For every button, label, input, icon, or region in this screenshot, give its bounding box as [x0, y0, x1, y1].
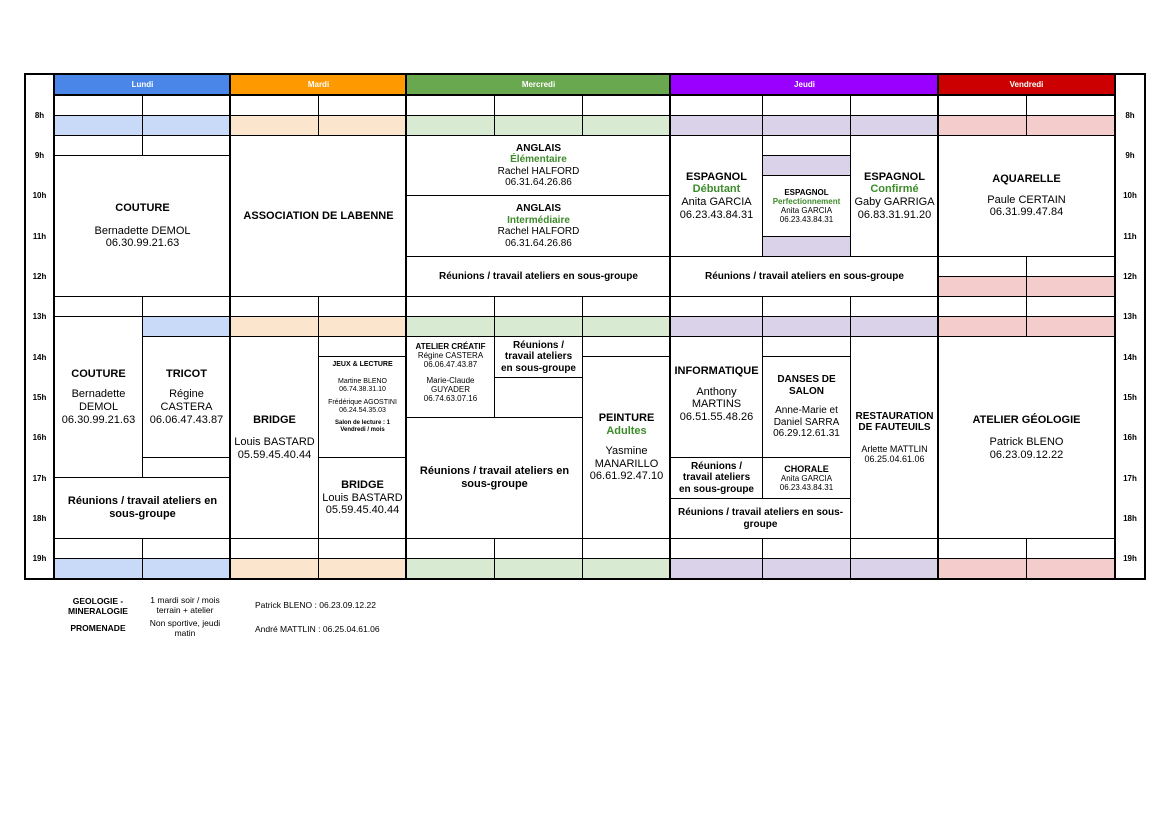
empty-slot [582, 296, 671, 317]
reunions-text: en sous-groupe [678, 483, 754, 495]
hour-label: 15h [1123, 392, 1137, 402]
espagnol-perfectionnement-block [762, 175, 851, 237]
reunions-text: Réunions / travail ateliers en sous- [677, 507, 844, 518]
reunions-text: Réunions / [690, 460, 743, 472]
instructor-name: DEMOL [78, 401, 119, 413]
reunions-text: Réunions / [512, 339, 565, 351]
empty-slot [494, 296, 583, 317]
color-slot [938, 115, 1027, 136]
level-label: Intermédiaire [507, 214, 570, 226]
instructor-name: Paule CERTAIN [987, 193, 1066, 206]
color-slot [670, 316, 763, 337]
couture-morning-block [54, 155, 231, 297]
empty-slot [406, 95, 495, 116]
hour-label: 12h [1123, 271, 1137, 281]
hour-label: 18h [32, 513, 47, 523]
color-slot [406, 316, 495, 337]
day-separator [1114, 73, 1116, 580]
empty-slot [494, 377, 583, 418]
hour-label: 9h [34, 150, 45, 160]
hour-label: 15h [32, 392, 47, 402]
phone-number: 06.30.99.21.63 [61, 413, 136, 426]
danses-salon-block [762, 356, 851, 458]
color-slot [1026, 276, 1115, 297]
hour-label: 13h [1123, 312, 1137, 321]
activity-title: ATELIER CRÉATIF [415, 342, 486, 351]
color-slot [406, 115, 495, 136]
phone-number: 06.06.47.43.87 [423, 360, 478, 370]
hour-label: 9h [1125, 150, 1135, 160]
empty-slot [54, 538, 143, 559]
empty-slot [850, 296, 939, 317]
empty-slot [142, 296, 231, 317]
hour-label: 8h [34, 110, 45, 120]
instructor-name: Yasmine [605, 445, 648, 458]
color-slot [494, 115, 583, 136]
instructor-name: Régine CASTERA [417, 351, 484, 361]
atelier-creatif-block [406, 336, 495, 418]
hour-label: 17h [1123, 473, 1137, 483]
phone-number: 06.23.43.84.31 [679, 208, 754, 221]
hour-label: 14h [32, 352, 47, 362]
activity-title: RESTAURATION [855, 410, 934, 422]
instructor-name: Gaby GARRIGA [854, 196, 935, 208]
empty-slot [494, 538, 583, 559]
empty-slot [318, 296, 407, 317]
activity-title: ANGLAIS [516, 203, 561, 214]
hour-label: 10h [1123, 191, 1137, 200]
level-label: Perfectionnement [772, 196, 841, 206]
phone-number: 06.51.55.48.26 [679, 410, 754, 423]
phone-number: 06.31.99.47.84 [989, 206, 1064, 219]
phone-number: 06.83.31.91.20 [857, 208, 932, 221]
color-slot [850, 558, 939, 579]
instructor-name: MANARILLO [594, 457, 659, 470]
color-slot [762, 316, 851, 337]
hour-label: 8h [1125, 110, 1135, 120]
reunions-text: Réunions / travail ateliers en sous-groupe [439, 270, 638, 282]
empty-slot [142, 538, 231, 559]
legend-contact: André MATTLIN : 06.25.04.61.06 [255, 624, 380, 634]
empty-slot [670, 296, 763, 317]
empty-slot [54, 95, 143, 116]
phone-number: 06.30.99.21.63 [105, 237, 180, 250]
empty-slot [850, 538, 939, 559]
instructor-name: Anita GARCIA [780, 206, 833, 215]
activity-title: ATELIER GÉOLOGIE [972, 413, 1081, 426]
activity-title: CHORALE [784, 463, 829, 474]
color-slot [938, 276, 1027, 297]
empty-slot [142, 457, 231, 478]
instructor-name: GUYADER [431, 384, 470, 394]
instructor-name: Bernadette [71, 388, 126, 401]
phone-number: 06.23.09.12.22 [989, 448, 1064, 461]
reunions-block [670, 256, 939, 297]
reunions-text: sous-groupe [461, 478, 528, 490]
reunions-text: sous-groupe [109, 508, 176, 520]
color-slot [318, 558, 407, 579]
phone-number: 06.25.04.61.06 [864, 454, 925, 464]
level-label: Élémentaire [510, 154, 567, 165]
empty-slot [762, 296, 851, 317]
atelier-geologie-block [938, 336, 1115, 539]
day-separator [937, 73, 939, 580]
reunions-block [406, 256, 671, 297]
color-slot [406, 558, 495, 579]
empty-slot [318, 336, 407, 357]
color-slot [318, 316, 407, 337]
empty-slot [318, 95, 407, 116]
activity-title: BRIDGE [341, 479, 384, 492]
instructor-name: Louis BASTARD [234, 436, 315, 449]
empty-slot [1026, 296, 1115, 317]
activity-title: COUTURE [71, 367, 126, 380]
reunions-text: Réunions / travail ateliers en [67, 495, 218, 508]
phone-number: 06.31.64.26.86 [505, 237, 572, 249]
hour-label: 12h [32, 271, 47, 281]
day-header-vendredi: Vendredi [938, 74, 1115, 95]
empty-slot [230, 296, 319, 317]
legend-title: PROMENADE [70, 623, 126, 633]
hour-label: 19h [32, 554, 47, 563]
color-slot [142, 558, 231, 579]
aquarelle-block [938, 135, 1115, 257]
instructor-name: Anthony [696, 385, 737, 398]
hour-label: 11h [32, 231, 47, 241]
empty-slot [582, 538, 671, 559]
reunions-text: travail ateliers [682, 472, 751, 484]
color-slot [142, 115, 231, 136]
empty-slot [938, 95, 1027, 116]
reunions-text: Réunions / travail ateliers en sous-groupe [705, 270, 904, 282]
color-slot [582, 316, 671, 337]
empty-slot [762, 135, 851, 156]
espagnol-confirme-block [850, 135, 939, 257]
instructor-name: CASTERA [160, 401, 213, 413]
color-slot [762, 558, 851, 579]
reunions-block [54, 477, 231, 539]
color-slot [1026, 115, 1115, 136]
reunions-text: groupe [743, 518, 778, 530]
phone-number: 06.23.43.84.31 [779, 483, 834, 493]
hour-label: 11h [1123, 231, 1137, 241]
color-slot [54, 558, 143, 579]
restauration-block [850, 336, 939, 539]
bridge-block [230, 336, 319, 539]
instructor-name: Marie-Claude [426, 375, 475, 385]
empty-slot [850, 95, 939, 116]
activity-title: ANGLAIS [516, 142, 561, 154]
color-slot [1026, 558, 1115, 579]
activity-title: DE FAUTEUILS [858, 422, 931, 434]
activity-title: COUTURE [115, 202, 170, 215]
empty-slot [54, 296, 143, 317]
hour-label: 10h [32, 191, 47, 200]
color-slot [318, 115, 407, 136]
activity-title: ESPAGNOL [686, 170, 747, 183]
chorale-block [762, 457, 851, 499]
reunions-block [494, 336, 583, 378]
instructor-name: Rachel HALFORD [497, 226, 580, 237]
phone-number: 06.24.54.35.03 [339, 407, 386, 415]
note-text: Vendredi / mois [340, 427, 385, 434]
activity-title: ESPAGNOL [784, 187, 829, 197]
empty-slot [1026, 256, 1115, 277]
peinture-block [582, 356, 671, 539]
legend-description: Non sportive, jeudi matin [149, 618, 221, 638]
color-slot [230, 115, 319, 136]
bridge-block [318, 457, 407, 539]
instructor-name: Bernadette DEMOL [94, 224, 191, 237]
instructor-name: Anita GARCIA [681, 196, 752, 208]
activity-title: ESPAGNOL [864, 170, 925, 183]
instructor-name: Frédérique AGOSTINI [328, 399, 397, 407]
phone-number: 06.06.47.43.87 [149, 413, 224, 426]
day-separator [669, 73, 671, 580]
empty-slot [582, 336, 671, 357]
anglais-elementaire-block [406, 135, 671, 196]
reunions-text: en sous-groupe [500, 362, 576, 374]
phone-number: 06.31.64.26.86 [505, 177, 572, 188]
color-slot [230, 558, 319, 579]
hour-label: 16h [32, 433, 47, 442]
color-slot [670, 558, 763, 579]
instructor-name: Patrick BLENO [989, 436, 1064, 449]
color-slot [582, 558, 671, 579]
phone-number: 05.59.45.40.44 [237, 448, 312, 461]
color-slot [850, 316, 939, 337]
instructor-name: Arlette MATTLIN [861, 443, 928, 454]
color-slot [670, 115, 763, 136]
color-slot [762, 236, 851, 257]
note-text: Salon de lecture : 1 [334, 420, 391, 427]
empty-slot [670, 95, 763, 116]
empty-slot [142, 95, 231, 116]
empty-slot [582, 95, 671, 116]
reunions-block [406, 417, 583, 539]
couture-afternoon-block [54, 316, 143, 478]
reunions-block [670, 457, 763, 499]
empty-slot [318, 538, 407, 559]
day-header-jeudi: Jeudi [670, 74, 939, 95]
empty-slot [762, 95, 851, 116]
phone-number: 06.74.38.31.10 [339, 386, 386, 394]
activity-title: DANSES DE [777, 374, 836, 386]
hour-label: 17h [32, 473, 47, 483]
color-slot [494, 316, 583, 337]
instructor-name: Daniel SARRA [773, 416, 840, 428]
day-header-lundi: Lundi [54, 74, 231, 95]
activity-title: ASSOCIATION DE LABENNE [243, 209, 394, 222]
phone-number: 06.23.43.84.31 [779, 215, 834, 225]
activity-title: INFORMATIQUE [674, 365, 759, 377]
level-label: Confirmé [870, 183, 919, 196]
empty-slot [406, 538, 495, 559]
phone-number: 05.59.45.40.44 [325, 504, 400, 517]
instructor-name: Martine BLENO [337, 378, 388, 386]
instructor-name: MARTINS [691, 398, 742, 411]
empty-slot [494, 95, 583, 116]
empty-slot [762, 336, 851, 357]
jeux-lecture-block [318, 356, 407, 458]
espagnol-debutant-block [670, 135, 763, 257]
anglais-intermediaire-block [406, 195, 671, 257]
color-slot [494, 558, 583, 579]
empty-slot [1026, 538, 1115, 559]
empty-slot [230, 95, 319, 116]
legend-contact: Patrick BLENO : 06.23.09.12.22 [255, 600, 376, 610]
legend-title: GEOLOGIE - MINERALOGIE [68, 596, 128, 616]
tricot-block [142, 336, 231, 458]
activity-title: SALON [789, 385, 824, 397]
color-slot [142, 316, 231, 337]
empty-slot [938, 538, 1027, 559]
activity-title: PEINTURE [598, 411, 655, 424]
color-slot [762, 115, 851, 136]
hour-label: 18h [1123, 513, 1137, 523]
activity-title: BRIDGE [253, 413, 296, 426]
instructor-name: Régine [169, 388, 204, 401]
phone-number: 06.61.92.47.10 [589, 470, 664, 483]
phone-number: 06.29.12.61.31 [773, 428, 840, 440]
day-separator [405, 73, 407, 580]
color-slot [762, 155, 851, 176]
empty-slot [762, 538, 851, 559]
empty-slot [938, 296, 1027, 317]
empty-slot [1026, 95, 1115, 116]
color-slot [54, 115, 143, 136]
instructor-name: Anita GARCIA [780, 473, 833, 483]
activity-title: TRICOT [166, 367, 207, 380]
activity-title: JEUX & LECTURE [332, 361, 393, 368]
empty-slot [230, 538, 319, 559]
day-header-mardi: Mardi [230, 74, 407, 95]
activity-title: AQUARELLE [992, 173, 1061, 186]
day-separator [229, 73, 231, 580]
level-label: Adultes [606, 424, 647, 437]
color-slot [230, 316, 319, 337]
phone-number: 06.74.63.07.16 [423, 393, 478, 403]
color-slot [1026, 316, 1115, 337]
empty-slot [670, 538, 763, 559]
reunions-block [670, 498, 851, 539]
level-label: Débutant [692, 183, 741, 196]
hour-label: 16h [1123, 433, 1137, 442]
instructor-name: Louis BASTARD [322, 491, 403, 504]
association-block [230, 135, 407, 297]
reunions-text: travail ateliers [504, 351, 573, 363]
empty-slot [142, 135, 231, 156]
informatique-block [670, 336, 763, 458]
color-slot [582, 115, 671, 136]
hour-label: 14h [1123, 352, 1137, 362]
empty-slot [406, 296, 495, 317]
hour-label: 13h [32, 312, 47, 321]
reunions-text: Réunions / travail ateliers en [419, 465, 570, 478]
empty-slot [54, 135, 143, 156]
day-separator [53, 73, 55, 580]
empty-slot [938, 256, 1027, 277]
hour-label: 19h [1123, 554, 1137, 563]
legend-description: 1 mardi soir / mois terrain + atelier [150, 595, 220, 615]
instructor-name: Anne-Marie et [775, 405, 838, 417]
instructor-name: Rachel HALFORD [497, 165, 580, 177]
color-slot [938, 316, 1027, 337]
color-slot [850, 115, 939, 136]
day-header-mercredi: Mercredi [406, 74, 671, 95]
color-slot [938, 558, 1027, 579]
